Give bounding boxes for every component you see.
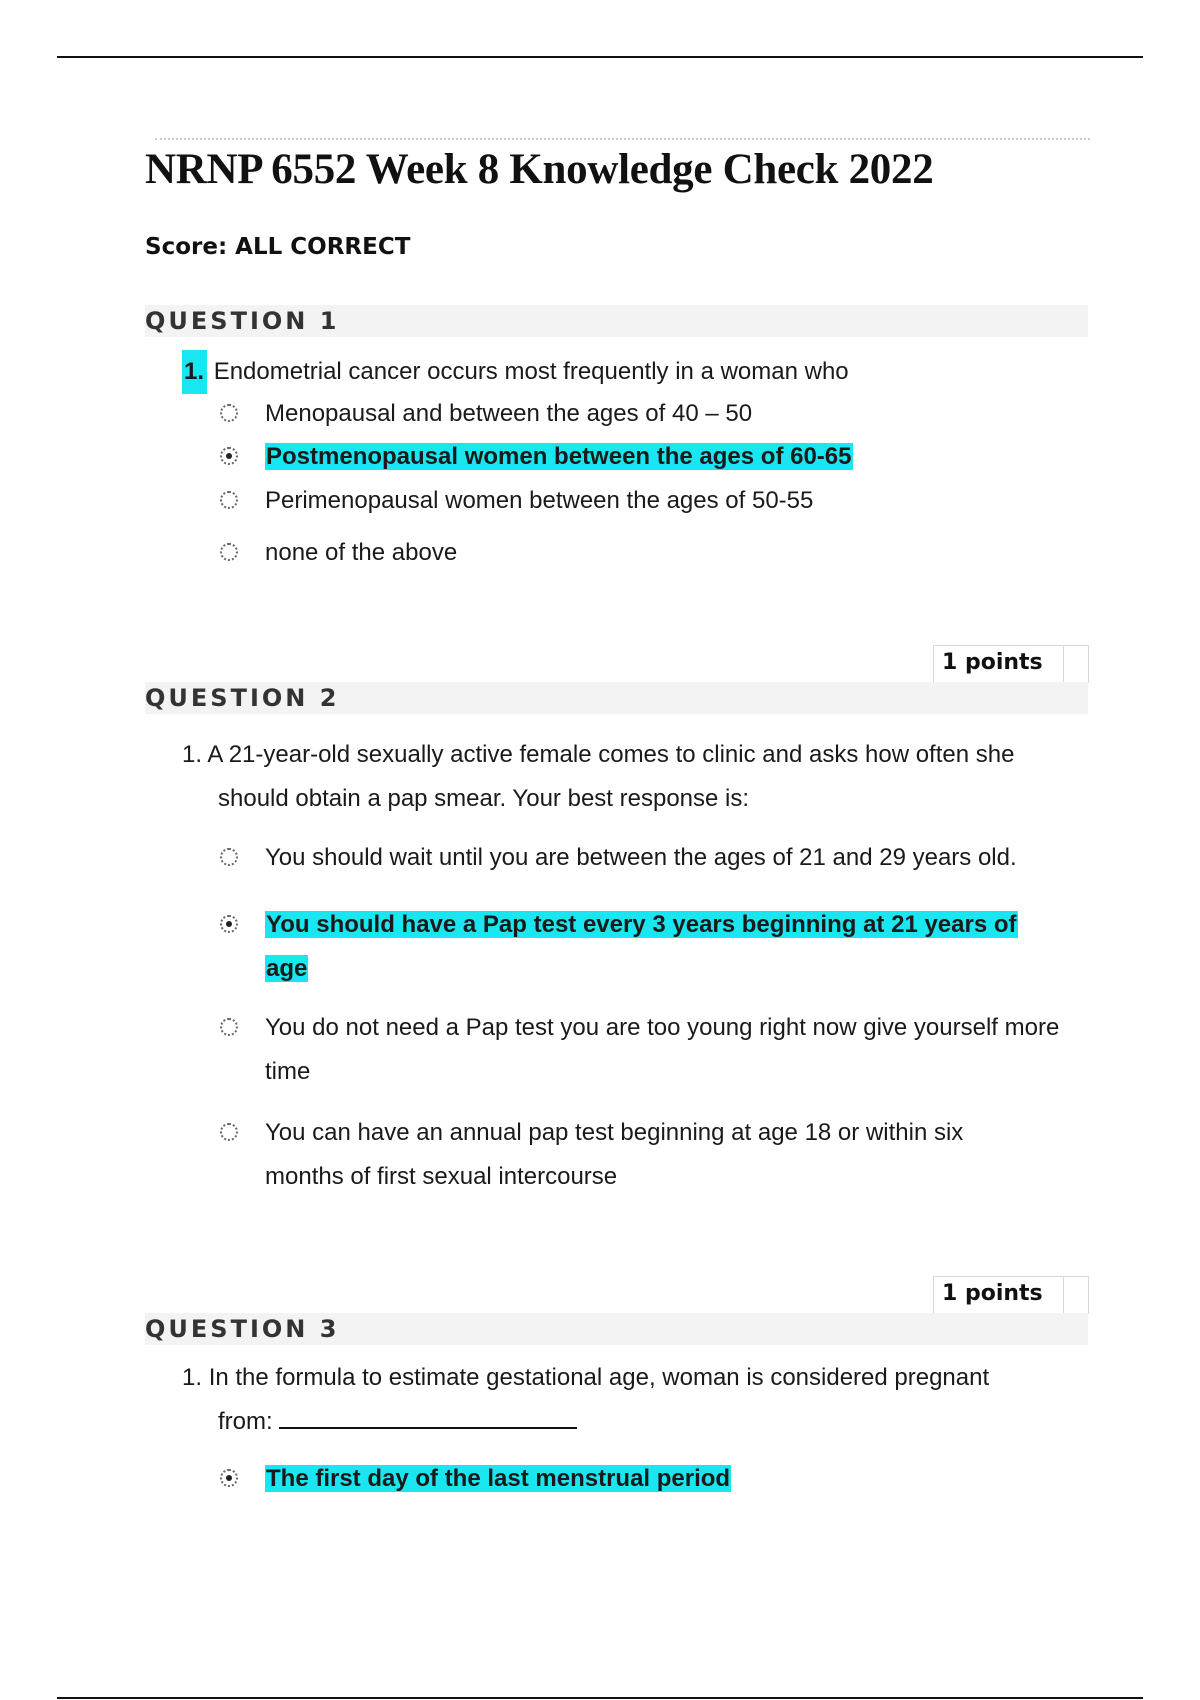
page-bottom-rule bbox=[57, 1697, 1143, 1699]
option-text: Perimenopausal women between the ages of 50-55 bbox=[265, 487, 814, 514]
score-line: Score: ALL CORRECT bbox=[145, 234, 411, 260]
correct-answer-text: The first day of the last menstrual period bbox=[266, 1465, 731, 1492]
question-3-header bbox=[145, 1313, 1088, 1345]
question-number: 1. bbox=[182, 1364, 203, 1391]
points-label: 1 points bbox=[942, 1281, 1043, 1306]
question-1-stem bbox=[182, 350, 1062, 394]
question-3-points bbox=[933, 1276, 1089, 1314]
question-2-option-3[interactable] bbox=[220, 1006, 1060, 1094]
question-number: 1. bbox=[182, 350, 207, 394]
question-1-option-1[interactable] bbox=[220, 392, 1080, 436]
option-text: You can have an annual pap test beginning at age 18 or within six months of first sexual intercourse bbox=[265, 1119, 964, 1190]
answer-blank bbox=[279, 1401, 577, 1429]
question-label: QUESTION 1 bbox=[145, 307, 340, 335]
question-text-line-1: In the formula to estimate gestational age, woman is considered pregnant bbox=[208, 1364, 990, 1391]
option-text: You do not need a Pap test you are too young right now give yourself more time bbox=[265, 1014, 1060, 1085]
question-label: QUESTION 3 bbox=[145, 1315, 340, 1343]
question-1-option-3[interactable] bbox=[220, 479, 1080, 523]
question-label: QUESTION 2 bbox=[145, 684, 340, 712]
radio-button-selected[interactable] bbox=[220, 1469, 238, 1487]
radio-button[interactable] bbox=[220, 848, 238, 866]
option-text: none of the above bbox=[265, 539, 458, 566]
question-1-option-4[interactable] bbox=[220, 531, 1080, 575]
question-3-stem bbox=[182, 1356, 1062, 1444]
title-divider bbox=[155, 138, 1090, 140]
radio-button[interactable] bbox=[220, 1123, 238, 1141]
option-text: Menopausal and between the ages of 40 – 50 bbox=[265, 400, 753, 427]
page-top-rule bbox=[57, 56, 1143, 58]
radio-button[interactable] bbox=[220, 404, 238, 422]
radio-button-selected[interactable] bbox=[220, 915, 238, 933]
question-text: Endometrial cancer occurs most frequently in a woman who bbox=[213, 358, 849, 385]
option-text: You should wait until you are between the ages of 21 and 29 years old. bbox=[265, 844, 1017, 871]
points-label: 1 points bbox=[942, 650, 1043, 675]
correct-answer-text: You should have a Pap test every 3 years beginning at 21 years of age bbox=[266, 911, 1017, 982]
question-text-line-1: A 21-year-old sexually active female comes to clinic and asks how often she bbox=[207, 741, 1015, 768]
question-2-points bbox=[933, 645, 1089, 683]
question-2-header bbox=[145, 682, 1088, 714]
question-1-option-2[interactable] bbox=[220, 435, 1080, 479]
radio-button-selected[interactable] bbox=[220, 447, 238, 465]
question-text-line-2: from: bbox=[218, 1408, 273, 1435]
question-2-option-2[interactable] bbox=[220, 903, 1060, 991]
question-3-option-1[interactable] bbox=[220, 1457, 1080, 1501]
radio-button[interactable] bbox=[220, 1018, 238, 1036]
question-1-header bbox=[145, 305, 1088, 337]
question-2-stem bbox=[182, 733, 1062, 821]
question-2-option-4[interactable] bbox=[220, 1111, 1040, 1199]
question-number: 1. bbox=[182, 741, 203, 768]
correct-answer-text: Postmenopausal women between the ages of 60-65 bbox=[266, 443, 852, 470]
question-2-option-1[interactable] bbox=[220, 836, 1080, 880]
question-text-line-2: should obtain a pap smear. Your best response is: bbox=[218, 785, 750, 812]
radio-button[interactable] bbox=[220, 491, 238, 509]
document-title: NRNP 6552 Week 8 Knowledge Check 2022 bbox=[145, 146, 934, 193]
radio-button[interactable] bbox=[220, 543, 238, 561]
